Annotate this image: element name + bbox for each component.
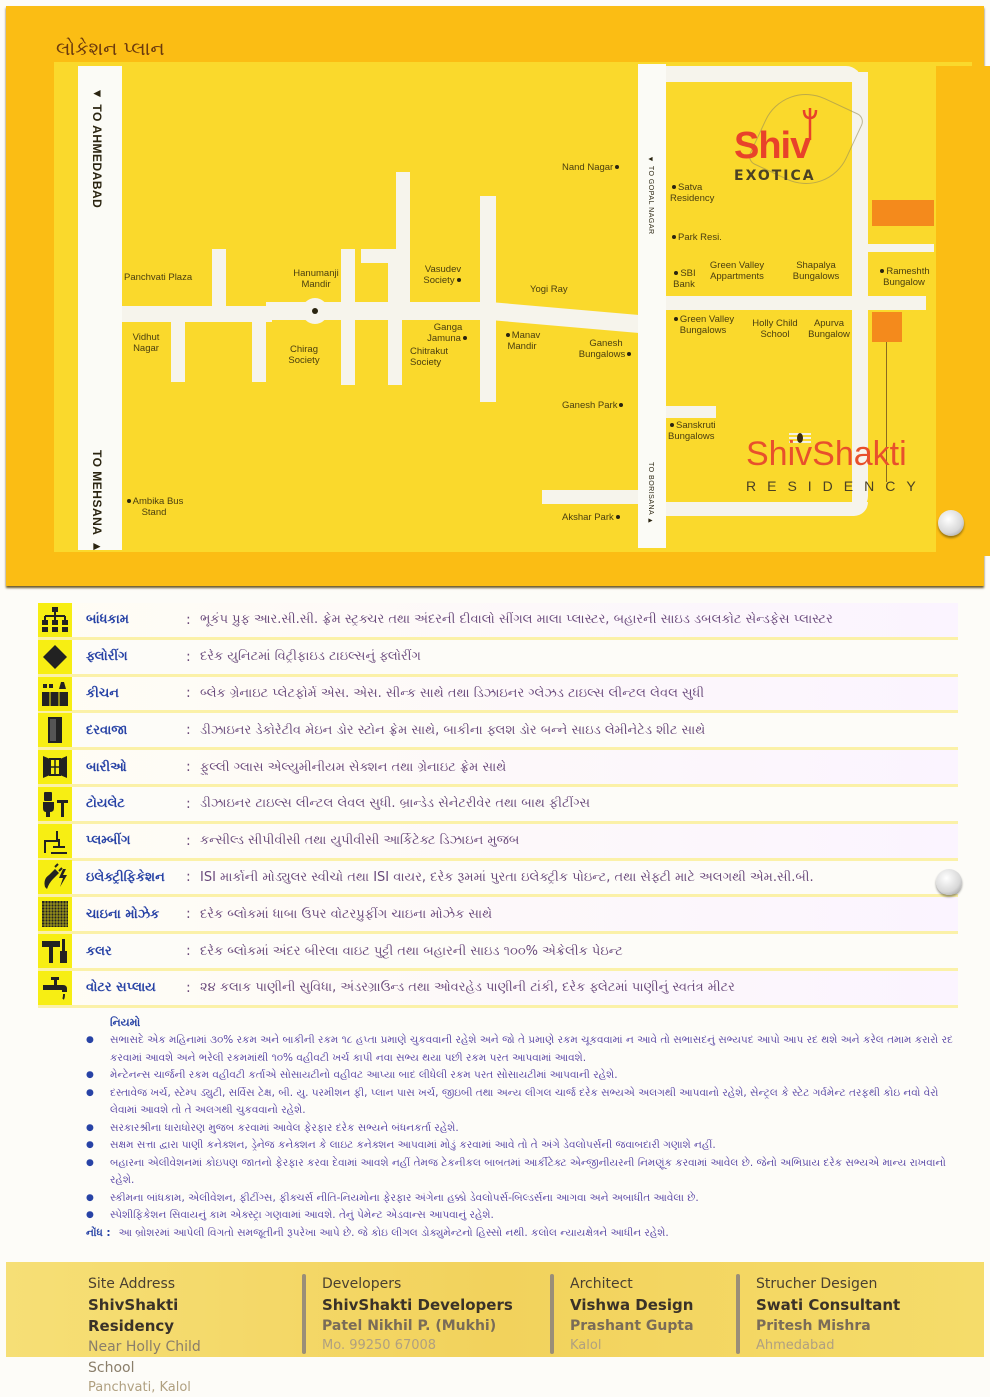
note-label: નોંધ : [86,1226,111,1239]
water-tap-icon [38,971,72,1005]
spec-value: બ્લેક ગ્રેનાઇટ પ્લેટફોર્મ એસ. એસ. સીન્ક સાથે તથા ડિઝાઇનર ગ્લેઝડ ટાઇલ્સ લીન્ટલ લેવલ સુધી [200,685,705,701]
footer-line: Ahmedabad [756,1338,835,1353]
footer-line: Patel Nikhil P. (Mukhi) [322,1318,497,1334]
cross-road [361,249,391,263]
footer-heading: Developers [322,1276,402,1292]
shiv-exotica-logo [734,126,844,184]
logo-brand-shiv: Shiv [734,125,811,167]
disclaimer-note [86,1225,966,1243]
spec-label: બારીઓ [86,759,127,775]
rule-item: ● સક્ષમ સત્તા દ્વારા પાણી કનેક્શન, ડ્રેનેજ કનેક્શન કે લાઇટ કનેક્શન આપવામાં મોડું કરવામાં આવે તો તે અંગે ડેવલોપર્સની જવાબદારી ગણાશે નહીં. [86,1137,966,1155]
spec-label: બાંધકામ [86,612,129,628]
junction-dot [312,308,318,314]
footer-line: Prashant Gupta [570,1318,694,1334]
loop-road-bottom [666,502,868,516]
place-green-valley-bungalows: Green Valley Bungalows [670,314,736,336]
footer-name: Swati Consultant [756,1296,901,1314]
contact-footer [6,1262,984,1395]
spec-value: ડીઝાઇનર ડેકોરેટીવ મેઇન ડોર સ્ટોન ફ્રેમ સાથે, બાકીના ફ્લશ ડોર બન્ને સાઇડ લેમીનેટેડ શીટ સાથે [200,722,706,738]
place-ganesh-bungalows: Ganesh Bungalows [578,338,634,360]
spec-row-construction [38,603,958,640]
colon: : [186,979,191,996]
footer-developers [302,1262,550,1357]
spec-value: ભૂકંપ પ્રુફ આર.સી.સી. ફ્રેમ સ્ટ્રક્ચર તથા અંદરની દીવાલો સીંગલ માલા પ્લાસ્ટર, બહારની સાઇડ ડબલકોટ સેન્ડફેસ પ્લાસ્ટર [200,612,833,628]
colon: : [186,832,191,849]
loop-road-top [666,66,862,82]
place-manav-mandir: Manav Mandir [507,330,541,352]
spec-value: ડીઝાઇનર ટાઇલ્સ લીન્ટલ લેવલ સુધી. બ્રાન્ડેડ સેનેટરીવેર તથા બાથ ફીટીંગ્સ [200,796,591,812]
cross-road [212,249,226,306]
rule-item: ● સરકારશ્રીના ધારાધોરણ મુજબ કરવામાં આવેલ ફેરફાર દરેક સભ્યને બંધનકર્તા રહેશે. [86,1120,966,1138]
spec-label: પ્લમ્બીંગ [86,833,131,849]
rules-title: નિયમો [110,1016,141,1029]
footer-line: Near Holly Child School [88,1339,201,1376]
rule-item: ● બહારના એલીવેશનમાં કોઇપણ જાતનો ફેરફાર કરવા દેવામાં આવશે નહીં તેમજ ટેકનીકલ બાબતમાં આર્કીટેક્ટ એન્જીનીયરની નિમણૂંક કરવામાં આવેલ છે. જેનો અભિપ્રાય દરેક સભ્યએ માન્ય રાખવાનો રહેશે. [86,1155,966,1190]
spec-label: ટોયલેટ [86,796,125,812]
note-text: આ બ્રોશરમાં આપેલી વિગતો સમજૂતીની રૂપરેખા આપે છે. જે કોઇ લીગલ ડોક્યુમેન્ટનો હિસ્સો નથી. કલોલ ન્યાયક્ષેત્રને આધીન રહેશે. [118,1226,669,1239]
rule-item: ● દસ્તાવેજ ખર્ચ, સ્ટેમ્પ ડ્યુટી, સર્વિસ ટેક્ષ, બી. યુ. પરમીશન ફી, પ્લાન પાસ ખર્ચ, જીઇબી તથા અન્ય લીગલ ચાર્જ દરેક સભ્યએ અલગથી આપવાનો રહેશે, સેન્ટ્રલ કે સ્ટેટ ગર્વમેન્ટ તરફથી કોઇ નવો વેરો લેવામાં આવશે તો તે અલગથી ચુકવવાનો રહેશે. [86,1085,966,1120]
place-yogi-ray: Yogi Ray [530,284,568,295]
location-map-panel [6,6,984,586]
road-label-ahmedabad: ◄ TO AHMEDABAD [90,86,104,209]
colon: : [186,759,191,776]
logo-brand-shivshakti: ShivShakti [746,435,907,473]
place-panchvati-plaza: Panchvati Plaza [124,272,193,283]
footer-line: Kalol [570,1338,602,1353]
footer-line: Panchvati, Kalol [88,1380,191,1395]
place-chitrakut-society: Chitrakut Society [410,346,449,368]
place-akshar-park: Akshar Park [562,512,622,523]
spec-row-water-supply [38,971,958,1008]
colon: : [186,906,191,923]
colon: : [186,795,191,812]
colon: : [186,648,191,665]
spec-value: ISI માર્કાની મોડ્યુલર સ્વીચો તથા ISI વાયર, દરેક રૂમમાં પુરતા ઇલેક્ટ્રીક પોઇન્ટ, તથા સેફ્ટી માટે અલગથી એમ.સી.બી. [200,869,814,885]
spec-row-plumbing [38,824,958,861]
spec-value: ફુલ્લી ગ્લાસ એલ્યુમીનીયમ સેક્શન તથા ગ્રેનાઇટ ફ્રેમ સાથે [200,759,507,775]
door-icon [38,713,72,747]
spec-row-color [38,934,958,971]
place-holly-child-school: Holly Child School [752,318,798,340]
footer-architect [550,1262,736,1357]
spec-row-toilet [38,787,958,824]
spec-value: દરેક યુનિટમાં વિટ્રીફાઇડ ટાઇલ્સનું ફ્લોરીંગ [200,649,421,665]
spec-label: દરવાજા [86,722,128,738]
plot-block [872,200,934,226]
main-road [122,306,272,322]
spec-row-china-mosaic [38,897,958,934]
colon: : [186,685,191,702]
place-shapalya-bungalows: Shapalya Bungalows [792,260,840,282]
footer-heading: Site Address [88,1276,176,1292]
middle-road [666,296,926,310]
spec-value: દરેક બ્લોકમાં ધાબા ઉપર વોટરપ્રુફીંગ ચાઇના મોઝેક સાથે [200,906,493,922]
colon: : [186,943,191,960]
plot-block [872,312,902,342]
spec-row-doors [38,713,958,750]
window-icon [38,750,72,784]
paint-brush-icon [38,934,72,968]
spec-value: કન્સીલ્ડ સીપીવીસી તથા યુપીવીસી આર્કિટેક્ટ ડિઝાઇન મુજબ [200,833,520,849]
akshar-park-road [542,490,638,504]
place-sbi-bank: SBI Bank [673,268,696,290]
map-title: લોકેશન પ્લાન [56,38,165,60]
footer-line: Mo. 99250 67008 [322,1338,437,1353]
spec-row-electrification [38,861,958,898]
place-sanskruti-bungalows: Sanskruti Bungalows [668,420,716,442]
rules-section [86,1016,966,1242]
shivshakti-residency-logo [746,436,946,494]
place-ambika-bus-stand: Ambika Bus Stand [124,496,184,518]
specifications-list [38,603,958,1008]
cross-road [396,172,410,306]
footer-heading: Architect [570,1276,633,1292]
flooring-icon [38,640,72,674]
place-rameshth-bungalow: Rameshth Bungalow [876,266,932,288]
place-nand-nagar: Nand Nagar [562,162,621,173]
spec-value: ૨૪ કલાક પાણીની સુવિધા, અંડરગ્રાઉન્ડ તથા ઓવરહેડ પાણીની ટાંકી, દરેક ફ્લેટમાં પાણીનું સ્વતંત્ર મીટર [200,980,735,996]
place-vidhut-nagar: Vidhut Nagar [132,332,160,354]
cross-road [171,322,185,382]
road-label-gopal-nagar: ◄ TO GOPAL NAGAR [647,156,654,235]
place-vasudev-society: Vasudev Society [423,264,462,286]
spec-label: ફ્લોરીંગ [86,649,128,665]
rule-item: ● મેન્ટેનન્સ ચાર્જની રકમ વહીવટી કર્તાએ સોસાયટીનો વહીવટ આપ્યા બાદ લીધેલી રકમ પરત સોસાયટીમાં આપવાની રહેશે. [86,1067,966,1085]
spec-row-kitchen [38,677,958,714]
kitchen-icon [38,677,72,711]
spec-value: દરેક બ્લોકમાં અંદર બીરલા વાઇટ પુટ્ટી તથા બહારની સાઇડ ૧૦૦% એક્રેલીક પેઇન્ટ [200,943,623,959]
place-hanumanji-mandir: Hanumanji Mandir [293,268,339,290]
place-satva-residency: Satva Residency [670,182,715,204]
spec-row-flooring [38,640,958,677]
pushpin-icon [938,510,964,536]
rameshth-road [868,244,934,252]
footer-heading: Strucher Desigen [756,1276,878,1292]
pushpin-icon [936,869,962,895]
cross-road [480,196,496,402]
colon: : [186,869,191,886]
footer-line: Pritesh Mishra [756,1318,871,1334]
spec-label: ચાઇના મોઝેક [86,906,160,922]
rule-item: ● સ્કીમના બાંધકામ, એલીવેશન, ફીટીંગ્સ, ફીક્ચર્સ નીતિ-નિયમોના ફેરફાર અંગેના હક્કો ડેવલોપર્સ-બિલ્ડર્સના આગવા અને અબાધીત આવેલા છે. [86,1190,966,1208]
footer-site-address [6,1262,242,1395]
logo-sub-exotica: EXOTICA [734,168,816,184]
place-ganesh-park: Ganesh Park [562,400,625,411]
rule-item: ● સભાસદે એક મહિનામાં ૩૦% રકમ અને બાકીની રકમ ૧૮ હપ્તા પ્રમાણે ચુકવવાની રહેશે અને જો તે પ્રમાણે રકમ ચૂકવવામાં ન આવે તો સભાસદનું સભ્યપદ આપો આપ રદ થશે અને કરેલ તમામ કરારો રદ કરવામાં આવશે અને ભરેલી રકમમાંથી ૧૦% વહીવટી ખર્ચ કાપી નવા સભ્ય થયા પછી રકમ પરત આપવામાં આવશે. [86,1032,966,1067]
colon: : [186,611,191,628]
main-road [266,302,496,320]
spec-label: ઇલેક્ટ્રીફિકેશન [86,869,165,885]
colon: : [186,722,191,739]
footer-name: Vishwa Design [570,1296,694,1314]
spec-label: કલર [86,943,112,959]
rule-item: ● સ્પેશીફિકેશન સિવાયનું કામ એક્સ્ટ્રા ગણવામાં આવશે. તેનું પેમેન્ટ એડવાન્સ આપવાનું રહેશે. [86,1207,966,1225]
road-label-borisana: TO BORISANA ► [647,462,654,525]
place-green-valley-appartments: Green Valley Appartments [709,260,765,282]
footer-name: ShivShakti Developers [322,1296,513,1314]
sanskruti-road [666,406,716,418]
place-ganga-jamuna: Ganga Jamuna [426,322,470,344]
place-chirag-society: Chirag Society [288,344,320,366]
spec-label: કીચન [86,685,119,701]
place-park-resi: Park Resi. [670,232,722,243]
mosaic-grid-icon [38,897,72,931]
road-label-mehsana: TO MEHSANA ► [90,450,104,554]
place-apurva-bungalow: Apurva Bungalow [808,318,850,340]
structure-icon [38,603,72,637]
logo-sub-residency: RESIDENCY [746,478,927,494]
electric-plug-icon [38,860,72,894]
cross-road [252,322,266,382]
footer-name: ShivShakti Residency [88,1296,179,1335]
toilet-icon [38,787,72,821]
plumbing-icon [38,824,72,858]
spec-label: વોટર સપ્લાય [86,980,156,996]
spec-row-windows [38,750,958,787]
footer-structure-design [736,1262,956,1357]
